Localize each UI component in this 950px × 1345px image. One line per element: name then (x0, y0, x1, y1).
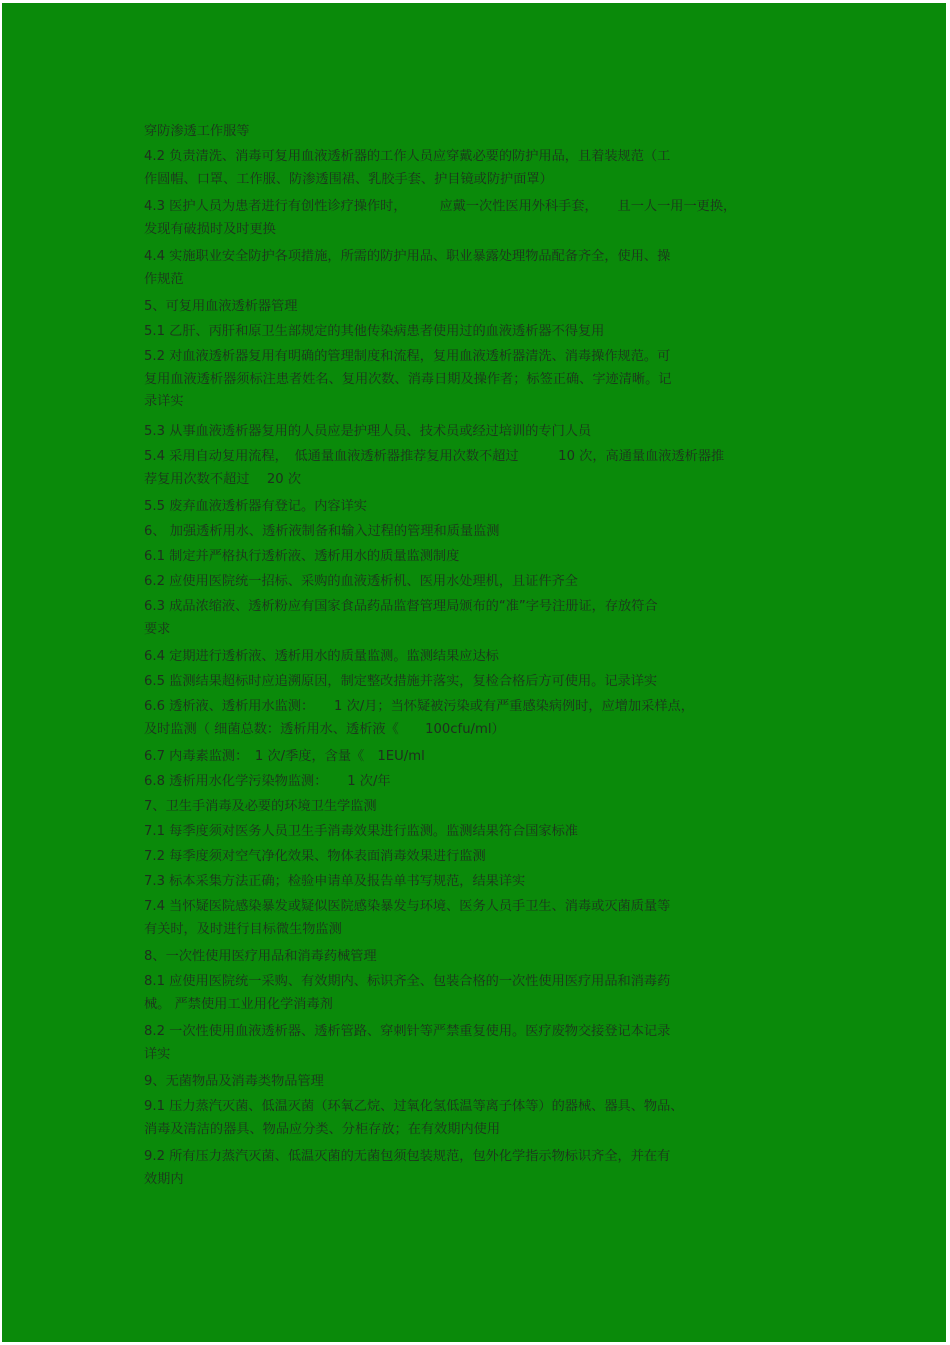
paragraph (144, 646, 804, 669)
text-line: 7.4 当怀疑医院感染暴发或疑似医院感染暴发与环境、医务人员手卫生、消毒或灭菌质量等 (144, 899, 671, 914)
paragraph (144, 896, 804, 941)
text-line: 有关时，及时进行目标微生物监测 (144, 921, 342, 937)
text-line: 6.7 内毒素监测： 1 次/季度，含量《 1EU/ml (144, 749, 425, 764)
text-line: 4.3 医护人员为患者进行有创性诊疗操作时， 应戴一次性医用外科手套， 且一人一用一更换， (144, 199, 737, 214)
text-line: 7.2 每季度须对空气净化效果、物体表面消毒效果进行监测 (144, 849, 486, 864)
text-line: 5、可复用血液透析器管理 (144, 299, 298, 314)
text-line: 作规范 (144, 271, 184, 287)
text-line: 8.1 应使用医院统一采购、有效期内、标识齐全、包装合格的一次性使用医疗用品和消毒药 (144, 974, 671, 989)
text-line: 6.3 成品浓缩液、透析粉应有国家食品药品监督管理局颁布的“准”字号注册证，存放符合 (144, 599, 658, 614)
text-line: 6、 加强透析用水、透析液制备和输入过程的管理和质量监测 (144, 524, 500, 539)
text-line: 穿防渗透工作服等 (144, 124, 250, 139)
document-page (2, 3, 946, 1342)
text-line: 5.1 乙肝、丙肝和原卫生部规定的其他传染病患者使用过的血液透析器不得复用 (144, 324, 605, 339)
text-line: 6.4 定期进行透析液、透析用水的质量监测。监测结果应达标 (144, 649, 499, 664)
text-line: 作圆帽、口罩、工作服、防渗透围裙、乳胶手套、护目镜或防护面罩） (144, 171, 553, 187)
paragraph (144, 546, 804, 569)
text-line: 效期内 (144, 1171, 184, 1187)
paragraph (144, 971, 804, 1016)
paragraph (144, 1146, 804, 1191)
paragraph (144, 296, 804, 319)
paragraph (144, 871, 804, 894)
paragraph (144, 146, 804, 191)
text-line: 要求 (144, 621, 171, 637)
text-line: 复用血液透析器须标注患者姓名、复用次数、消毒日期及操作者；标签正确、字迹清晰。记 (144, 371, 672, 387)
paragraph (144, 196, 804, 241)
text-line: 4.2 负责清洗、消毒可复用血液透析器的工作人员应穿戴必要的防护用品，且着装规范（工 (144, 149, 671, 164)
paragraph (144, 421, 804, 444)
paragraph (144, 1071, 804, 1094)
paragraph (144, 846, 804, 869)
text-line: 7、卫生手消毒及必要的环境卫生学监测 (144, 799, 377, 814)
text-line: 6.5 监测结果超标时应追溯原因，制定整改措施并落实，复检合格后方可使用。记录详实 (144, 674, 658, 689)
text-line: 4.4 实施职业安全防护各项措施，所需的防护用品、职业暴露处理物品配备齐全，使用、操 (144, 249, 671, 264)
paragraph (144, 746, 804, 769)
text-line: 械。 严禁使用工业用化学消毒剂 (144, 996, 333, 1012)
text-line: 5.2 对血液透析器复用有明确的管理制度和流程，复用血液透析器清洗、消毒操作规范。可 (144, 349, 671, 364)
paragraph (144, 346, 804, 414)
text-line: 5.3 从事血液透析器复用的人员应是护理人员、技术员或经过培训的专门人员 (144, 424, 592, 439)
paragraph (144, 1021, 804, 1066)
text-line: 8、一次性使用医疗用品和消毒药械管理 (144, 949, 377, 964)
paragraph (144, 1096, 804, 1141)
text-line: 5.5 废弃血液透析器有登记。内容详实 (144, 499, 367, 514)
text-line: 9.2 所有压力蒸汽灭菌、低温灭菌的无菌包须包装规范，包外化学指示物标识齐全，并在有 (144, 1149, 671, 1164)
text-line: 消毒及清洁的器具、物品应分类、分柜存放；在有效期内使用 (144, 1121, 501, 1137)
paragraph (144, 321, 804, 344)
text-line: 及时监测（ 细菌总数：透析用水、透析液《 100cfu/ml） (144, 721, 505, 737)
paragraph (144, 571, 804, 594)
text-line: 6.1 制定并严格执行透析液、透析用水的质量监测制度 (144, 549, 460, 564)
paragraph (144, 671, 804, 694)
text-line: 发现有破损时及时更换 (144, 221, 276, 237)
paragraph (144, 771, 804, 794)
paragraph (144, 596, 804, 641)
paragraph (144, 696, 804, 741)
text-line: 9.1 压力蒸汽灭菌、低温灭菌（环氧乙烷、过氧化氢低温等离子体等）的器械、器具、物品、 (144, 1099, 684, 1114)
text-line: 5.4 采用自动复用流程， 低通量血液透析器推荐复用次数不超过 10 次，高通量血液透析器推 (144, 449, 725, 464)
paragraph (144, 446, 804, 491)
text-line: 荐复用次数不超过 20 次 (144, 471, 302, 487)
paragraph (144, 121, 804, 144)
text-line: 7.1 每季度须对医务人员卫生手消毒效果进行监测。监测结果符合国家标准 (144, 824, 578, 839)
text-line: 9、无菌物品及消毒类物品管理 (144, 1074, 324, 1089)
paragraph (144, 946, 804, 969)
text-line: 6.8 透析用水化学污染物监测： 1 次/年 (144, 774, 391, 789)
text-line: 8.2 一次性使用血液透析器、透析管路、穿刺针等严禁重复使用。医疗废物交接登记本记录 (144, 1024, 671, 1039)
text-line: 6.6 透析液、透析用水监测： 1 次/月；当怀疑被污染或有严重感染病例时，应增加采样点， (144, 699, 694, 714)
text-line: 录详实 (144, 394, 184, 409)
paragraph (144, 521, 804, 544)
text-line: 详实 (144, 1046, 171, 1062)
paragraph (144, 246, 804, 291)
paragraph (144, 821, 804, 844)
text-line: 7.3 标本采集方法正确；检验申请单及报告单书写规范，结果详实 (144, 874, 526, 889)
paragraph (144, 796, 804, 819)
paragraph (144, 496, 804, 519)
text-line: 6.2 应使用医院统一招标、采购的血液透析机、医用水处理机，且证件齐全 (144, 574, 578, 589)
